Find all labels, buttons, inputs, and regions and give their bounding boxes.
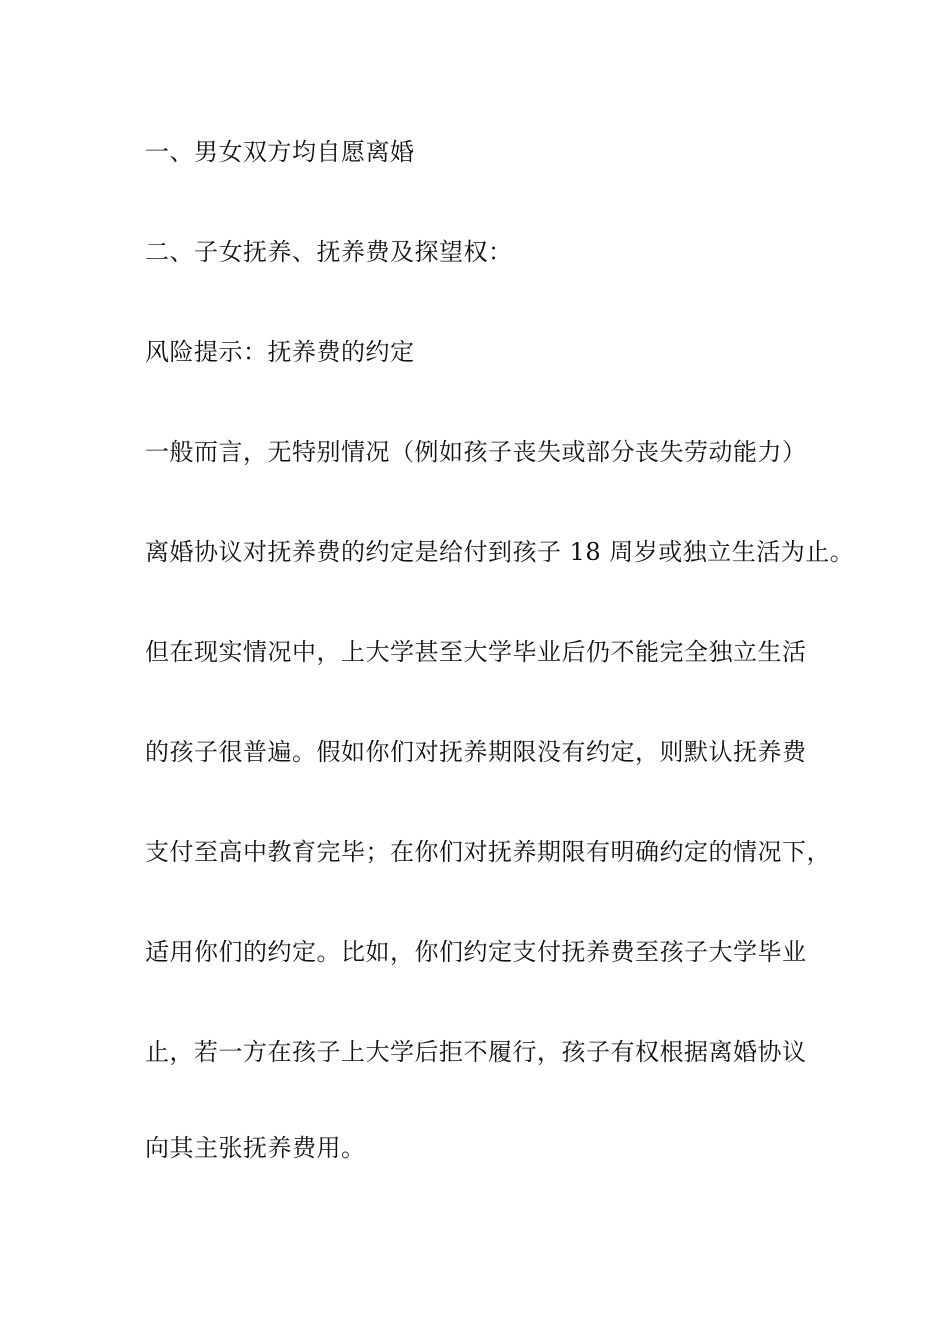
paragraph-line: 但在现实情况中，上大学甚至大学毕业后仍不能完全独立生活 xyxy=(145,638,807,666)
paragraph-line: 止，若一方在孩子上大学后拒不履行，孩子有权根据离婚协议 xyxy=(145,1038,807,1066)
paragraph-line: 向其主张抚养费用。 xyxy=(145,1134,366,1162)
paragraph-line: 适用你们的约定。比如，你们约定支付抚养费至孩子大学毕业 xyxy=(145,938,807,966)
heading-section-2: 二、子女抚养、抚养费及探望权： xyxy=(145,238,513,266)
paragraph-line: 支付至高中教育完毕；在你们对抚养期限有明确约定的情况下， xyxy=(145,838,831,866)
paragraph-line: 离婚协议对抚养费的约定是给付到孩子 18 周岁或独立生活为止。 xyxy=(145,538,855,566)
risk-note-title: 风险提示：抚养费的约定 xyxy=(145,338,415,366)
heading-section-1: 一、男女双方均自愿离婚 xyxy=(145,138,415,166)
paragraph-line: 的孩子很普遍。假如你们对抚养期限没有约定，则默认抚养费 xyxy=(145,738,807,766)
paragraph-line: 一般而言，无特别情况（例如孩子丧失或部分丧失劳动能力） xyxy=(145,438,807,466)
